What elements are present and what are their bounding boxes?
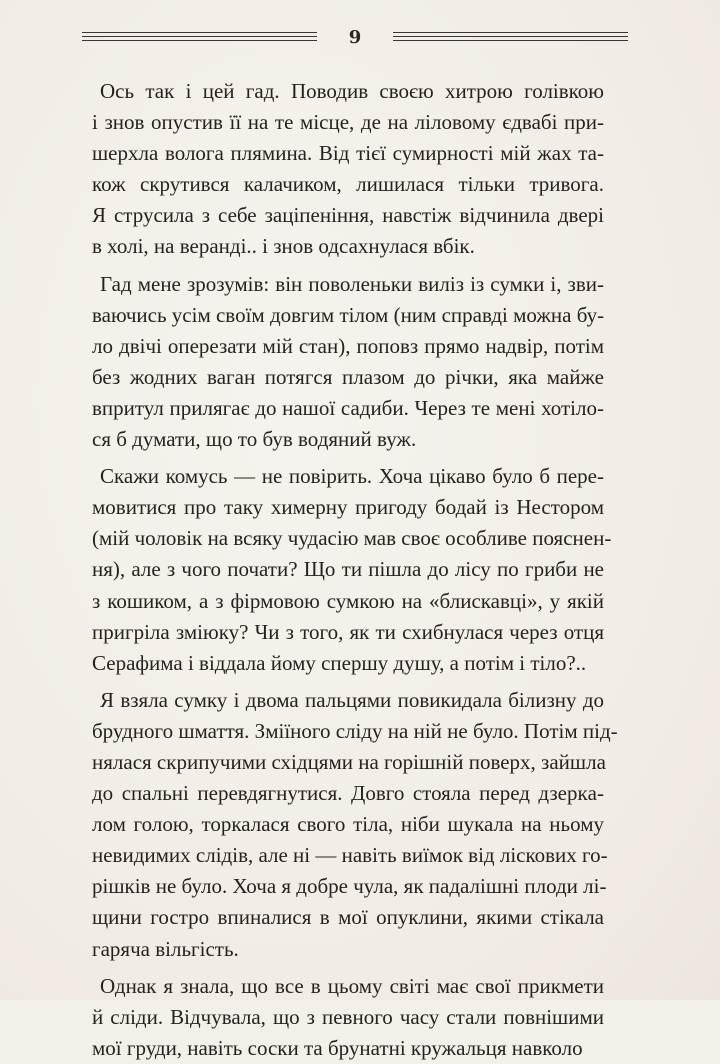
- page-header: [82, 26, 628, 54]
- text-line: ло двічі оперезати мій стан), поповз прямо надвір, потім: [92, 333, 604, 358]
- page-number: 9: [348, 27, 362, 48]
- text-line: мовитися про таку химерну пригоду бодай із Нестором: [92, 495, 604, 520]
- text-line: мої груди, навіть соски та брунатні кружальця навколо: [92, 1035, 583, 1060]
- text-line: шерхла волога плямина. Від тієї сумирності мій жах та-: [92, 141, 604, 166]
- paragraph: [92, 685, 618, 965]
- text-line: ся б думати, що то був водяний вуж.: [92, 427, 417, 452]
- text-line: щини гостро впиналися в мої опуклини, якими стікала: [92, 905, 604, 930]
- text-line: й сліди. Відчувала, що з певного часу стали повнішими: [92, 1004, 604, 1029]
- text-line: без жодних ваган потягся плазом до річки, яка майже: [92, 364, 604, 389]
- text-line: до спальні перевдягнутися. Довго стояла перед дзеркa-: [92, 781, 604, 806]
- text-line: ня), але з чого почати? Що ти пішла до лісу по гриби не: [92, 557, 604, 582]
- text-line: в холі, на веранді.. і знов одсахнулася вбік.: [92, 234, 475, 259]
- text-line: з кошиком, а з фірмовою сумкою на «блискавці», у якій: [92, 588, 604, 613]
- body-text: [92, 76, 618, 1064]
- paragraph: [92, 76, 604, 263]
- text-line: гаряча вільгість.: [92, 936, 239, 961]
- text-line: рішків не було. Хоча я добре чула, як падалішні плоди лі-: [92, 874, 607, 899]
- text-line: брудного шмаття. Зміїного сліду на ній не було. Потім під-: [92, 718, 618, 743]
- paragraph: [92, 971, 604, 1064]
- text-line: кож скрутився калачиком, лишилася тільки тривога.: [92, 172, 604, 197]
- text-line: і знов опустив її на те місце, де на ліловому єдвабі при-: [92, 110, 604, 135]
- text-line: Однак я знала, що все в цьому світі має свої прикмети: [100, 973, 604, 998]
- text-line: ваючись усім своїм довгим тілом (ним справді можна бу-: [92, 302, 605, 327]
- header-rule-right: [393, 32, 628, 43]
- text-line: Я струсила з себе заціпеніння, навстіж відчинила двері: [92, 203, 604, 228]
- text-line: нялася скрипучими східцями на горішній поверх, зайшла: [92, 749, 606, 774]
- text-line: Ось так і цей гад. Поводив своєю хитрою голівкою: [100, 79, 604, 103]
- text-line: лом голою, торкалася свого тіла, ніби шукала на ньому: [92, 812, 604, 837]
- text-line: Гад мене зрозумів: він поволеньки виліз із сумки і, зви-: [100, 271, 604, 296]
- text-line: Я взяла сумку і двома пальцями повикидала білизну до: [100, 687, 604, 712]
- text-line: Скажи комусь — не повірить. Хоча цікаво було б пере-: [100, 464, 604, 489]
- text-line: (мій чоловік на всяку чудасію мав своє особливе пояснен-: [92, 526, 612, 551]
- paragraph: [92, 461, 612, 679]
- text-line: впритул прилягає до нашої садиби. Через те мені хотіло-: [92, 395, 604, 420]
- text-line: пригріла зміюку? Чи з того, як ти схибнулася через отця: [92, 619, 604, 644]
- text-line: невидимих слідів, але ні — навіть виїмок від ліскових го-: [92, 843, 608, 868]
- paragraph: [92, 269, 604, 456]
- text-line: Серафима і віддала йому спершу душу, а потім і тіло?..: [92, 650, 587, 675]
